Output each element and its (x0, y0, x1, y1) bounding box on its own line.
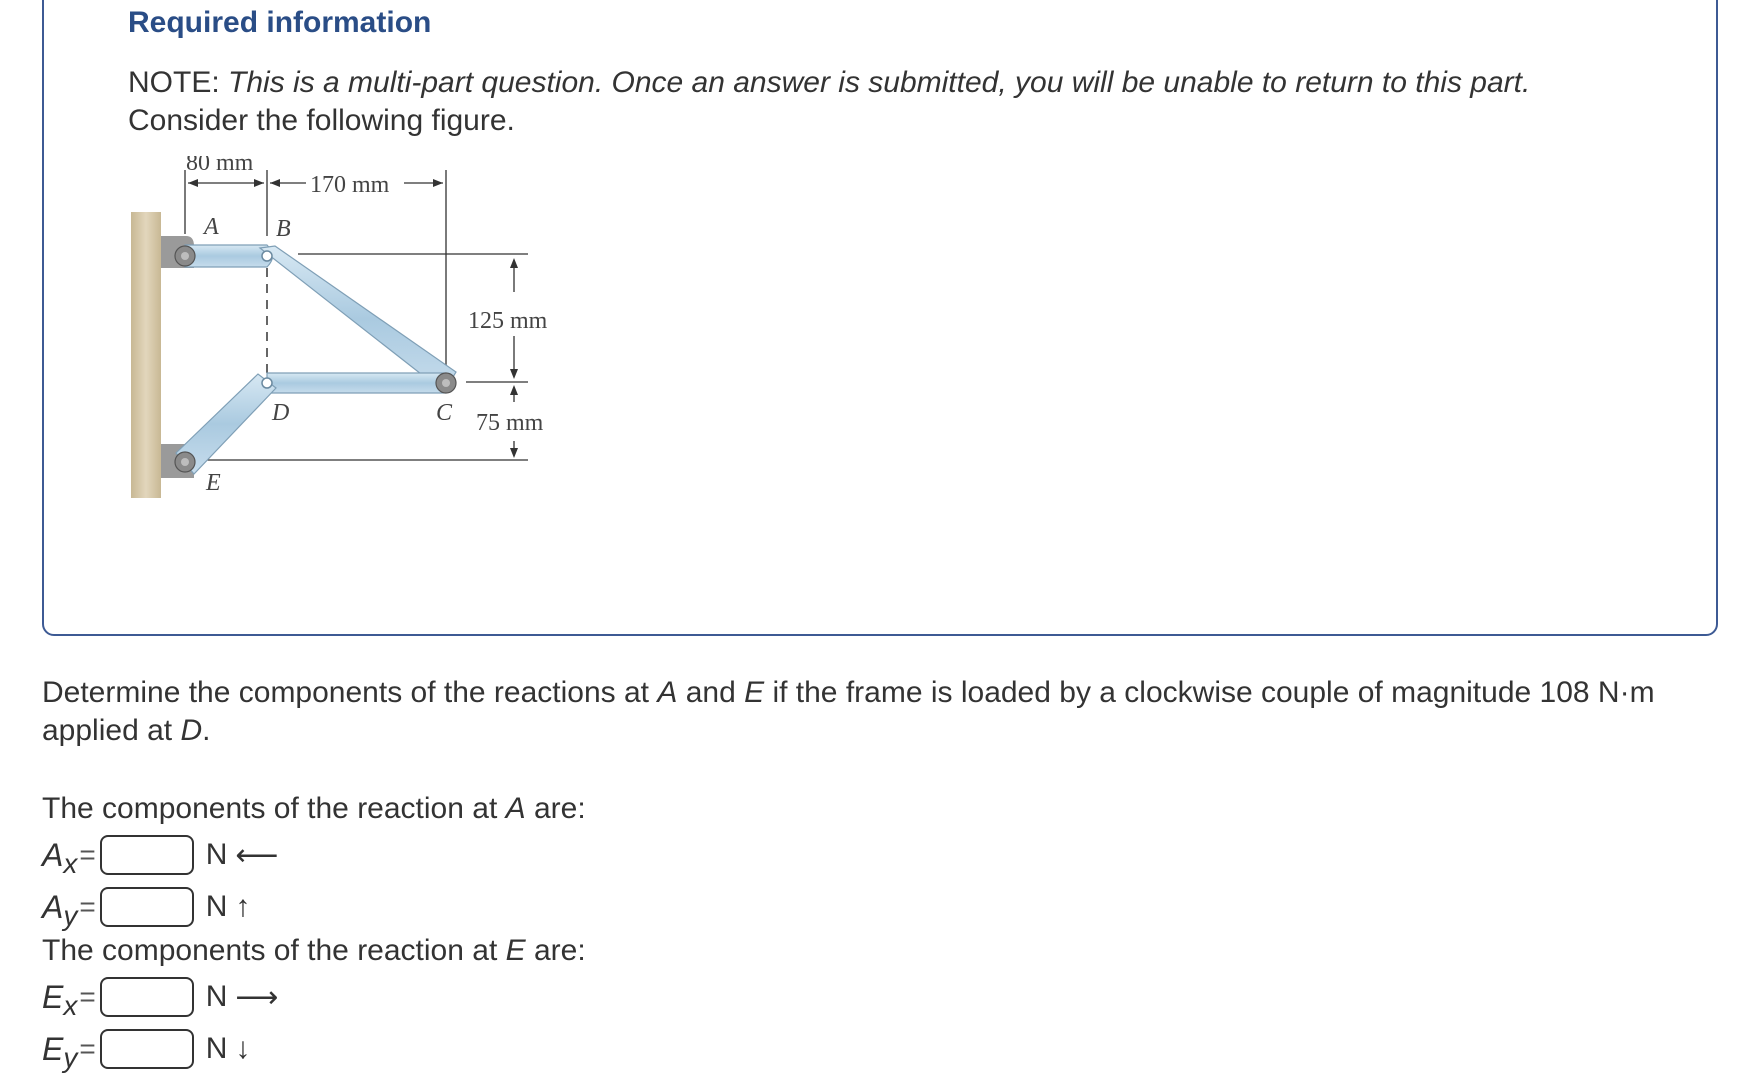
dim-170-arrow-left (270, 179, 280, 187)
pin-b (262, 251, 272, 261)
ey-eq: = (79, 1033, 96, 1064)
dim-80-label: 80 mm (186, 156, 254, 176)
question-line1-post: if the frame is loaded by a clockwise couple of magnitude 108 N·m (764, 676, 1655, 709)
ay-eq: = (79, 891, 96, 922)
ax-eq: = (79, 839, 96, 870)
question-line1-and: and (677, 676, 745, 709)
part-e-prompt-post: are: (525, 934, 586, 967)
label-c: C (436, 400, 453, 426)
ey-input[interactable] (100, 1029, 194, 1069)
part-e-prompt-pre: The components of the reaction at (42, 934, 506, 967)
question-text (42, 674, 1742, 750)
part-e-prompt-var: E (505, 934, 526, 967)
ay-sub: y (63, 900, 78, 931)
ex-var: E (42, 978, 64, 1015)
part-a-prompt (42, 792, 586, 826)
label-b: B (276, 216, 291, 242)
ey-unit: N (205, 1032, 228, 1065)
ay-input[interactable] (100, 887, 194, 927)
part-a-prompt-post: are: (525, 792, 586, 825)
label-a: A (204, 214, 219, 240)
ax-input[interactable] (100, 835, 194, 875)
ax-var: A (42, 836, 64, 873)
dim-125-arrow-bottom (510, 369, 518, 379)
ex-answer-row (42, 974, 278, 1020)
ex-unit: N (205, 980, 228, 1013)
frame-figure (128, 156, 648, 566)
dim-75-arrow-top (510, 385, 518, 395)
question-var-a: A (657, 676, 678, 709)
ay-arrow-icon: ↑ (235, 890, 251, 923)
ey-answer-row (42, 1026, 250, 1072)
dim-125-label: 125 mm (468, 308, 548, 334)
ex-eq: = (79, 981, 96, 1012)
dim-170-arrow-right (433, 179, 443, 187)
ay-answer-row (42, 884, 250, 930)
member-bc (260, 246, 456, 392)
label-e: E (206, 470, 221, 496)
ay-unit: N (205, 890, 228, 923)
question-var-d: D (180, 714, 203, 747)
note-body: This is a multi-part question. Once an answer is submitted, you will be unable to return to this part. (228, 66, 1531, 99)
pin-e-center (181, 458, 189, 466)
question-var-e: E (744, 676, 765, 709)
dim-125-arrow-top (510, 258, 518, 268)
question-line1-pre: Determine the components of the reactions at (42, 676, 658, 709)
ax-unit: N (205, 838, 228, 871)
part-e-prompt (42, 934, 586, 968)
ax-answer-row (42, 832, 278, 878)
pin-d (262, 378, 272, 388)
pin-a-center (181, 252, 189, 260)
ax-sub: x (63, 848, 78, 879)
pin-c-center (442, 379, 450, 387)
required-info-title: Required information (128, 6, 432, 39)
member-dc (267, 373, 453, 393)
member-ab (185, 245, 273, 267)
ex-sub: x (63, 990, 78, 1021)
ex-input[interactable] (100, 977, 194, 1017)
dim-75-arrow-bottom (510, 448, 518, 458)
part-a-prompt-pre: The components of the reaction at (42, 792, 506, 825)
ey-sub: y (63, 1042, 78, 1073)
wall-support (131, 212, 161, 498)
note-line2: Consider the following figure. (128, 104, 515, 137)
ey-arrow-icon: ↓ (235, 1032, 251, 1065)
part-a-prompt-var: A (505, 792, 526, 825)
note-text (128, 64, 1530, 140)
question-line2-pre: applied at (42, 714, 181, 747)
ey-var: E (42, 1030, 64, 1067)
dim-80-arrow-left (188, 179, 198, 187)
ay-var: A (42, 888, 64, 925)
label-d: D (272, 400, 290, 426)
ax-arrow-icon: ⟵ (235, 838, 279, 872)
dim-170-label: 170 mm (310, 172, 390, 198)
dim-75-label: 75 mm (476, 410, 544, 436)
ex-arrow-icon: ⟶ (235, 980, 279, 1014)
note-label: NOTE: (128, 66, 220, 99)
dim-80-arrow-right (254, 179, 264, 187)
question-line2-post: . (202, 714, 211, 747)
